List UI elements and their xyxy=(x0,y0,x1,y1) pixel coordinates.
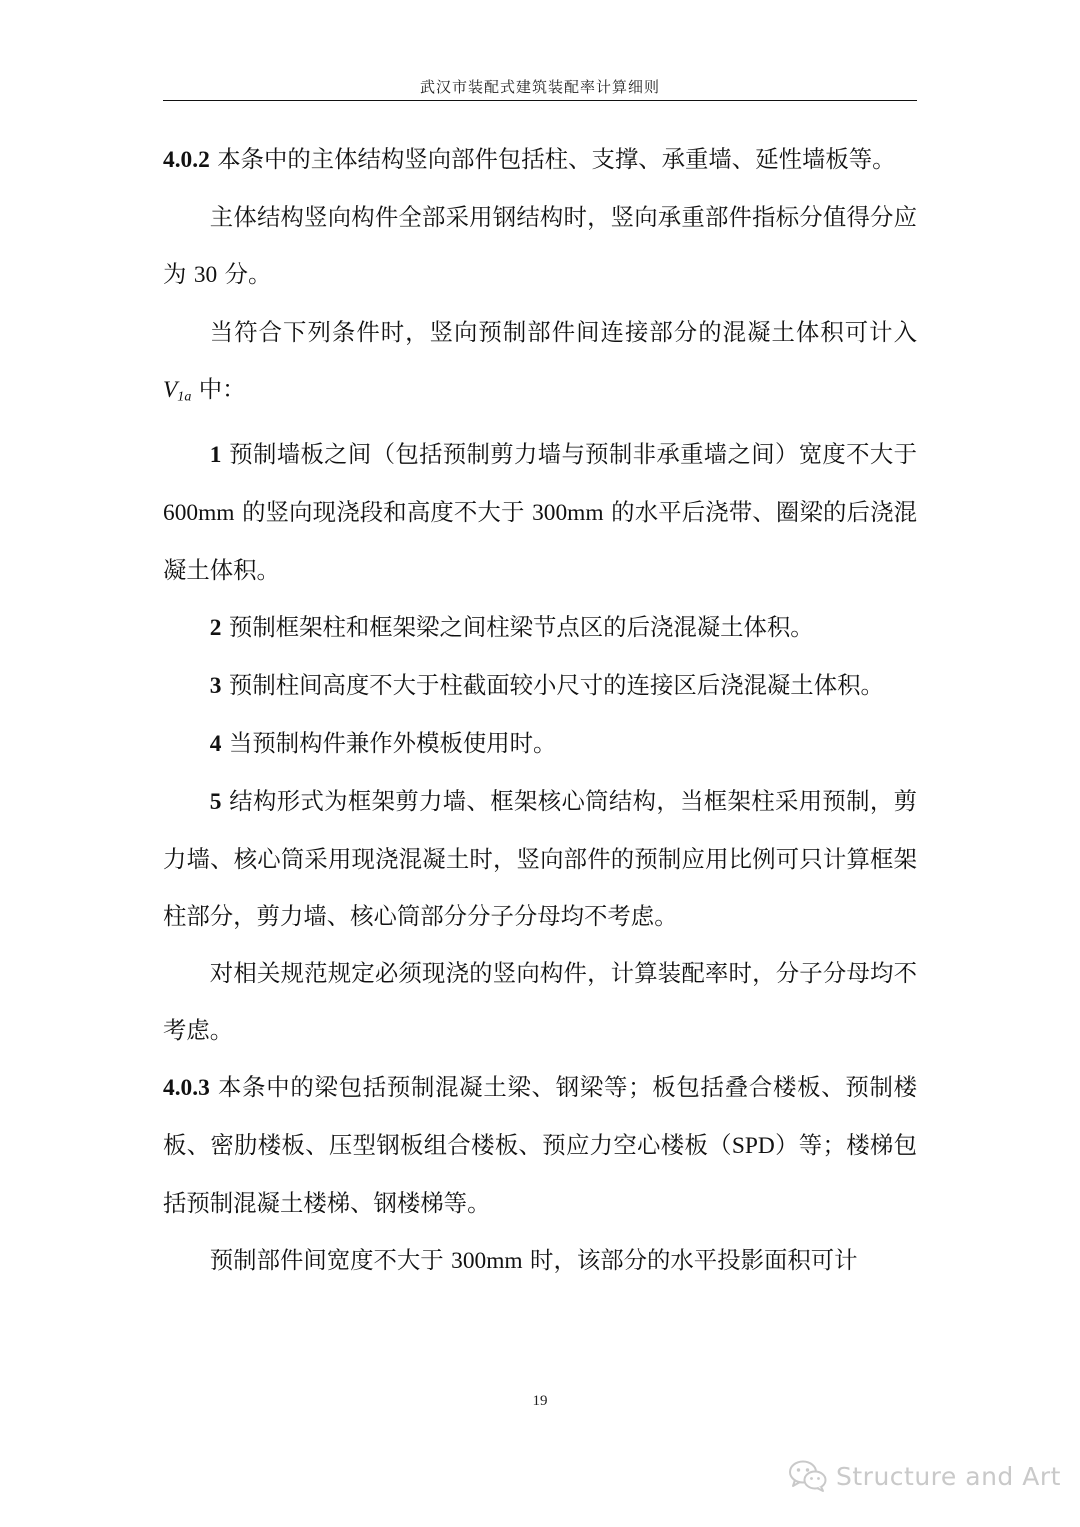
header-divider xyxy=(163,100,917,101)
variable-subscript: 1a xyxy=(177,388,192,405)
score-value: 30 xyxy=(193,262,218,288)
dimension-value: 600mm xyxy=(163,499,235,526)
item-number: 2 xyxy=(209,614,222,641)
item-text: 当预制构件兼作外模板使用时。 xyxy=(221,728,557,757)
list-item xyxy=(163,773,917,945)
item-text: 的竖向现浇段和高度不大于 xyxy=(234,497,533,526)
item-number: 1 xyxy=(209,441,222,468)
item-text: 预制框架柱和框架梁之间柱梁节点区的后浇混凝土体积。 xyxy=(221,612,814,641)
paragraph-text: 当符合下列条件时，竖向预制部件间连接部分的混凝土体积可计入 xyxy=(209,318,917,346)
watermark xyxy=(788,1456,1061,1496)
paragraph-text: 主体结构竖向构件全部采用钢结构时，竖向承重部件指标分值得分应为 xyxy=(163,203,917,288)
list-item xyxy=(163,657,917,715)
clause-number: 4.0.2 xyxy=(163,147,210,173)
clause-text: 本条中的梁包括预制混凝土梁、钢梁等；板包括叠合楼板、预制楼板、密肋楼板、压型钢板组合楼板、预应力空心楼板（ xyxy=(163,1072,917,1159)
paragraph-text: 预制部件间宽度不大于 xyxy=(209,1245,452,1274)
item-text: 的水平后浇带、圈梁的后浇混凝土体积。 xyxy=(163,497,917,584)
variable-symbol: V xyxy=(163,377,178,403)
clause-text: ）等；楼梯包括预制混凝土楼梯、钢楼梯等。 xyxy=(163,1130,918,1217)
wechat-icon xyxy=(788,1459,828,1493)
body-text xyxy=(163,131,917,1290)
page-number: 19 xyxy=(532,1393,548,1409)
paragraph-text: 时，该部分的水平投影面积可计 xyxy=(522,1245,858,1274)
item-text: 预制柱间高度不大于柱截面较小尺寸的连接区后浇混凝土体积。 xyxy=(221,670,884,699)
paragraph xyxy=(163,189,917,304)
clause-text: 本条中的主体结构竖向部件包括柱、支撑、承重墙、延性墙板等。 xyxy=(209,145,896,173)
running-header: 武汉市装配式建筑装配率计算细则 xyxy=(419,78,660,96)
abbreviation: SPD xyxy=(731,1132,775,1159)
list-item xyxy=(163,599,917,657)
paragraph-text: 分。 xyxy=(217,260,272,288)
clause-number: 4.0.3 xyxy=(163,1074,210,1101)
clause-4-0-2 xyxy=(163,131,917,189)
paragraph-text: 对相关规范规定必须现浇的竖向构件，计算装配率时，分子分母均不考虑。 xyxy=(163,958,917,1044)
paragraph xyxy=(163,1232,917,1290)
paragraph xyxy=(163,945,917,1059)
dimension-value: 300mm xyxy=(451,1247,523,1274)
watermark-text: Structure and Art xyxy=(836,1461,1061,1491)
item-number: 3 xyxy=(209,672,222,699)
item-text: 结构形式为框架剪力墙、框架核心筒结构，当框架柱采用预制，剪力墙、核心筒采用现浇混凝土时，竖向部件的预制应用比例可只计算框架柱部分，剪力墙、核心筒部分分子分母均不考虑。 xyxy=(163,786,917,930)
item-number: 4 xyxy=(209,730,222,757)
dimension-value: 300mm xyxy=(532,499,604,526)
item-text: 预制墙板之间（包括预制剪力墙与预制非承重墙之间）宽度不大于 xyxy=(221,439,917,468)
item-number: 5 xyxy=(209,788,222,815)
list-item xyxy=(163,715,917,773)
list-item xyxy=(163,426,917,599)
clause-4-0-3 xyxy=(163,1059,917,1232)
paragraph-text: 中： xyxy=(191,375,246,403)
paragraph xyxy=(163,304,917,426)
variable-v1a xyxy=(163,377,191,403)
